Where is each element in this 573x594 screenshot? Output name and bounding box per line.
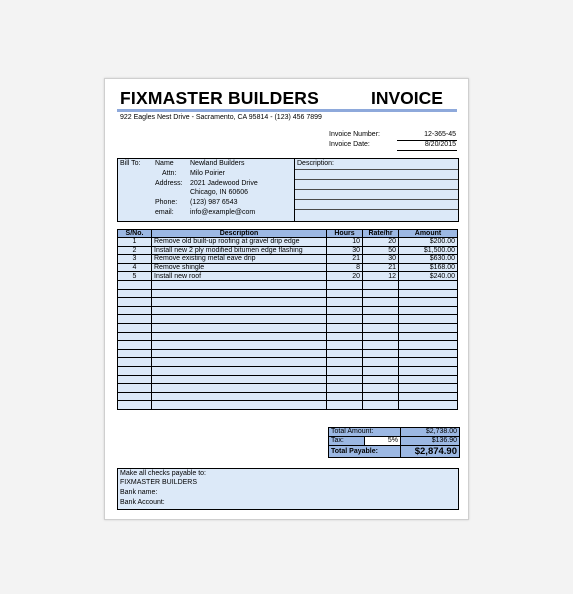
address-line1: 2021 Jadewood Drive [190, 180, 258, 187]
item-amount-cell [399, 332, 458, 341]
col-description-header: Description [152, 230, 327, 238]
item-rate-cell [363, 289, 399, 298]
item-rate-cell: 50 [363, 246, 399, 255]
item-hours-cell [327, 323, 363, 332]
item-hours-cell [327, 289, 363, 298]
description-label: Description: [297, 160, 334, 167]
name-label: Name [155, 160, 174, 167]
item-rate-cell [363, 358, 399, 367]
table-row [118, 341, 458, 350]
item-sno-cell: 4 [118, 263, 152, 272]
table-row [118, 366, 458, 375]
item-amount-cell [399, 366, 458, 375]
payment-instructions: Make all checks payable to: [120, 470, 206, 477]
bank-name-label: Bank name: [120, 489, 158, 496]
table-row [118, 272, 458, 281]
item-desc-cell: Remove shingle [152, 263, 327, 272]
item-desc-cell: Install new roof [152, 272, 327, 281]
item-rate-cell [363, 306, 399, 315]
item-amount-cell [399, 358, 458, 367]
item-sno-cell [118, 366, 152, 375]
item-hours-cell [327, 315, 363, 324]
bill-to-label: Bill To: [120, 160, 141, 167]
item-desc-cell [152, 401, 327, 410]
table-row [118, 306, 458, 315]
item-rate-cell [363, 392, 399, 401]
bill-to-section [117, 158, 459, 222]
table-row [118, 280, 458, 289]
item-hours-cell [327, 401, 363, 410]
col-amount-header: Amount [399, 230, 458, 238]
item-desc-cell [152, 289, 327, 298]
item-amount-cell [399, 280, 458, 289]
item-amount-cell: $200.00 [399, 238, 458, 247]
total-amount-label: Total Amount: [329, 428, 401, 437]
item-amount-cell: $630.00 [399, 255, 458, 264]
address-label: Address: [155, 180, 183, 187]
item-desc-cell [152, 315, 327, 324]
company-name: FIXMASTER BUILDERS [120, 88, 320, 108]
item-desc-cell: Install new 2 ply modified bitumen edge flashing [152, 246, 327, 255]
totals-table [328, 427, 460, 458]
item-sno-cell: 2 [118, 246, 152, 255]
item-sno-cell: 5 [118, 272, 152, 281]
table-row [118, 358, 458, 367]
items-table [117, 229, 458, 410]
item-sno-cell [118, 289, 152, 298]
description-line [295, 189, 458, 190]
table-row [118, 289, 458, 298]
item-rate-cell [363, 341, 399, 350]
item-desc-cell [152, 358, 327, 367]
invoice-date-label: Invoice Date: [329, 141, 370, 148]
item-hours-cell [327, 298, 363, 307]
item-hours-cell: 20 [327, 272, 363, 281]
table-row [118, 263, 458, 272]
item-hours-cell [327, 349, 363, 358]
item-hours-cell [327, 332, 363, 341]
item-rate-cell [363, 315, 399, 324]
address-line2: Chicago, IN 60606 [190, 189, 248, 196]
item-sno-cell [118, 332, 152, 341]
item-desc-cell [152, 298, 327, 307]
tax-value: $136.90 [401, 437, 460, 446]
table-row [118, 401, 458, 410]
invoice-date-underline [397, 150, 457, 151]
phone-label: Phone: [155, 199, 178, 206]
item-rate-cell: 12 [363, 272, 399, 281]
item-amount-cell [399, 375, 458, 384]
item-amount-cell: $1,500.00 [399, 246, 458, 255]
item-rate-cell: 30 [363, 255, 399, 264]
table-row [118, 375, 458, 384]
item-hours-cell: 21 [327, 255, 363, 264]
item-desc-cell [152, 384, 327, 393]
item-sno-cell: 3 [118, 255, 152, 264]
table-row [118, 238, 458, 247]
item-sno-cell [118, 315, 152, 324]
item-rate-cell [363, 366, 399, 375]
table-row [118, 332, 458, 341]
attn-value: Milo Poirier [190, 170, 226, 177]
description-line [295, 169, 458, 170]
item-desc-cell [152, 392, 327, 401]
item-desc-cell [152, 332, 327, 341]
table-row [118, 323, 458, 332]
total-payable-row [329, 446, 460, 458]
item-hours-cell [327, 280, 363, 289]
header-rule [117, 109, 457, 112]
email-label: email: [155, 209, 174, 216]
name-value: Newland Builders [190, 160, 245, 167]
item-rate-cell [363, 384, 399, 393]
table-row [118, 349, 458, 358]
item-hours-cell [327, 366, 363, 375]
email-value: info@example@com [190, 209, 256, 216]
total-amount-value: $2,738.00 [401, 428, 460, 437]
total-payable-label: Total Payable: [329, 446, 401, 458]
invoice-number-value: 12-365-45 [424, 131, 456, 138]
invoice-page [104, 78, 469, 520]
description-line [295, 209, 458, 210]
item-rate-cell: 21 [363, 263, 399, 272]
item-amount-cell [399, 323, 458, 332]
item-hours-cell: 8 [327, 263, 363, 272]
items-header-row [118, 230, 458, 238]
col-sno-header: S/No. [118, 230, 152, 238]
item-desc-cell [152, 306, 327, 315]
table-row [118, 298, 458, 307]
attn-label: Attn: [162, 170, 177, 177]
item-amount-cell: $168.00 [399, 263, 458, 272]
item-amount-cell [399, 289, 458, 298]
item-rate-cell: 20 [363, 238, 399, 247]
payee-name: FIXMASTER BUILDERS [120, 479, 198, 486]
phone-value: (123) 987 6543 [190, 199, 238, 206]
item-hours-cell [327, 306, 363, 315]
total-amount-row [329, 428, 460, 437]
item-sno-cell [118, 392, 152, 401]
item-sno-cell [118, 401, 152, 410]
item-rate-cell [363, 323, 399, 332]
item-desc-cell: Remove existing metal eave drip [152, 255, 327, 264]
item-rate-cell [363, 280, 399, 289]
table-row [118, 384, 458, 393]
item-sno-cell [118, 306, 152, 315]
table-row [118, 315, 458, 324]
item-amount-cell [399, 401, 458, 410]
item-amount-cell [399, 349, 458, 358]
item-hours-cell [327, 384, 363, 393]
item-desc-cell [152, 341, 327, 350]
item-sno-cell [118, 280, 152, 289]
item-rate-cell [363, 401, 399, 410]
item-sno-cell [118, 323, 152, 332]
col-rate-header: Rate/hr [363, 230, 399, 238]
item-sno-cell [118, 349, 152, 358]
item-amount-cell [399, 341, 458, 350]
item-desc-cell [152, 349, 327, 358]
company-address: 922 Eagles Nest Drive - Sacramento, CA 95814 - (123) 456 7899 [120, 114, 322, 121]
description-line [295, 199, 458, 200]
bank-account-label: Bank Account: [120, 499, 165, 506]
item-amount-cell [399, 298, 458, 307]
invoice-date-value: 8/20/2015 [424, 141, 456, 148]
payment-section [117, 468, 459, 510]
total-payable-value: $2,874.90 [401, 446, 460, 458]
item-rate-cell [363, 375, 399, 384]
item-rate-cell [363, 332, 399, 341]
table-row [118, 392, 458, 401]
item-desc-cell [152, 366, 327, 375]
item-desc-cell: Remove old built-up roofing at gravel drip edge [152, 238, 327, 247]
item-hours-cell [327, 341, 363, 350]
item-hours-cell [327, 358, 363, 367]
item-sno-cell [118, 341, 152, 350]
tax-rate: 5% [365, 437, 401, 446]
item-sno-cell [118, 298, 152, 307]
item-desc-cell [152, 323, 327, 332]
invoice-title: INVOICE [371, 88, 443, 108]
item-sno-cell [118, 375, 152, 384]
item-amount-cell [399, 384, 458, 393]
item-amount-cell [399, 315, 458, 324]
item-sno-cell: 1 [118, 238, 152, 247]
item-desc-cell [152, 375, 327, 384]
invoice-number-label: Invoice Number: [329, 131, 380, 138]
item-rate-cell [363, 349, 399, 358]
item-hours-cell: 30 [327, 246, 363, 255]
item-desc-cell [152, 280, 327, 289]
item-amount-cell: $240.00 [399, 272, 458, 281]
item-hours-cell [327, 392, 363, 401]
item-hours-cell [327, 375, 363, 384]
table-row [118, 255, 458, 264]
col-hours-header: Hours [327, 230, 363, 238]
item-sno-cell [118, 358, 152, 367]
item-sno-cell [118, 384, 152, 393]
tax-label: Tax: [329, 437, 365, 446]
description-line [295, 179, 458, 180]
item-amount-cell [399, 306, 458, 315]
item-rate-cell [363, 298, 399, 307]
item-hours-cell: 10 [327, 238, 363, 247]
item-amount-cell [399, 392, 458, 401]
tax-row [329, 437, 460, 446]
table-row [118, 246, 458, 255]
